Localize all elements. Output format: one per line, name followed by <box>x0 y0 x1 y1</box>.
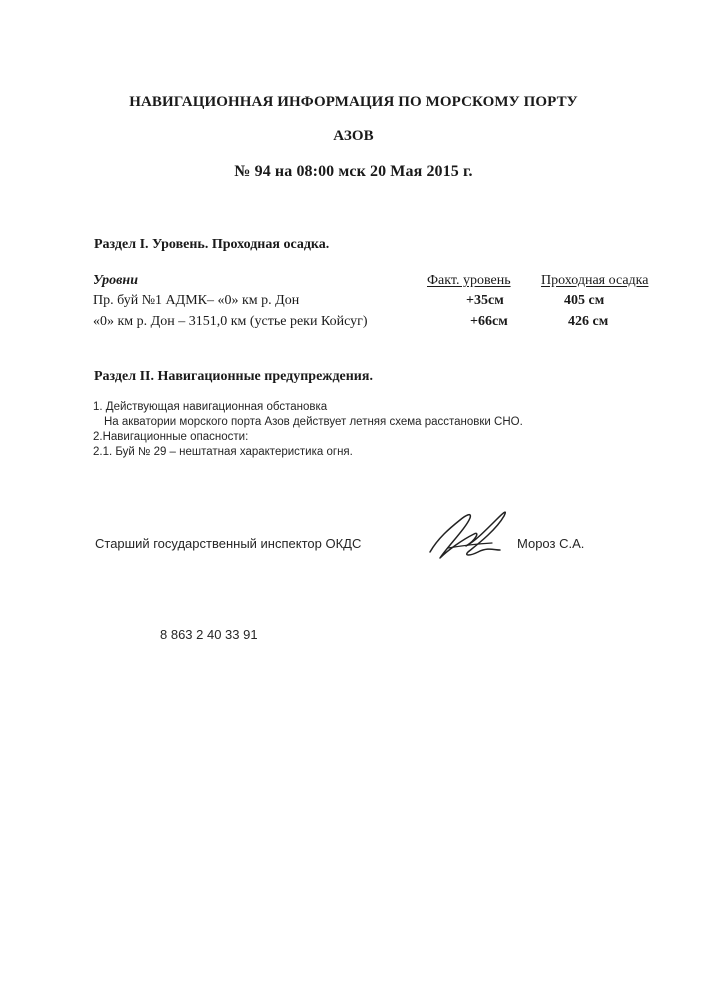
doc-title-line2: АЗОВ <box>333 128 374 144</box>
row2-draft: 426 см <box>568 314 609 329</box>
warning-item-2: 2.Навигационные опасности: <box>93 431 249 443</box>
bulletin-number-date: № 94 на 08:00 мск 20 Мая 2015 г. <box>234 163 473 180</box>
row1-draft: 405 см <box>564 293 605 308</box>
column-header-levels: Уровни <box>93 273 138 288</box>
section1-heading: Раздел I. Уровень. Проходная осадка. <box>94 237 330 252</box>
signatory-position: Старший государственный инспектор ОКДС <box>95 536 362 551</box>
column-header-actual-level: Факт. уровень <box>427 273 511 288</box>
doc-title-line1: НАВИГАЦИОННАЯ ИНФОРМАЦИЯ ПО МОРСКОМУ ПОРТУ <box>129 94 578 110</box>
row2-actual-level: +66см <box>470 314 508 329</box>
row1-actual-level: +35см <box>466 293 504 308</box>
row2-section-name: «0» км р. Дон – 3151,0 км (устье реки Койсуг) <box>93 314 368 329</box>
contact-phone: 8 863 2 40 33 91 <box>160 627 258 642</box>
warning-item-2-1: 2.1. Буй № 29 – нештатная характеристика огня. <box>93 446 353 458</box>
handwritten-signature <box>418 500 518 570</box>
warning-item-1-detail: На акватории морского порта Азов действует летняя схема расстановки СНО. <box>104 416 523 428</box>
column-header-draft: Проходная осадка <box>541 273 649 288</box>
section2-heading: Раздел II. Навигационные предупреждения. <box>94 369 373 384</box>
signatory-name: Мороз С.А. <box>517 536 585 551</box>
warning-item-1: 1. Действующая навигационная обстановка <box>93 401 328 413</box>
row1-section-name: Пр. буй №1 АДМК– «0» км р. Дон <box>93 293 300 308</box>
